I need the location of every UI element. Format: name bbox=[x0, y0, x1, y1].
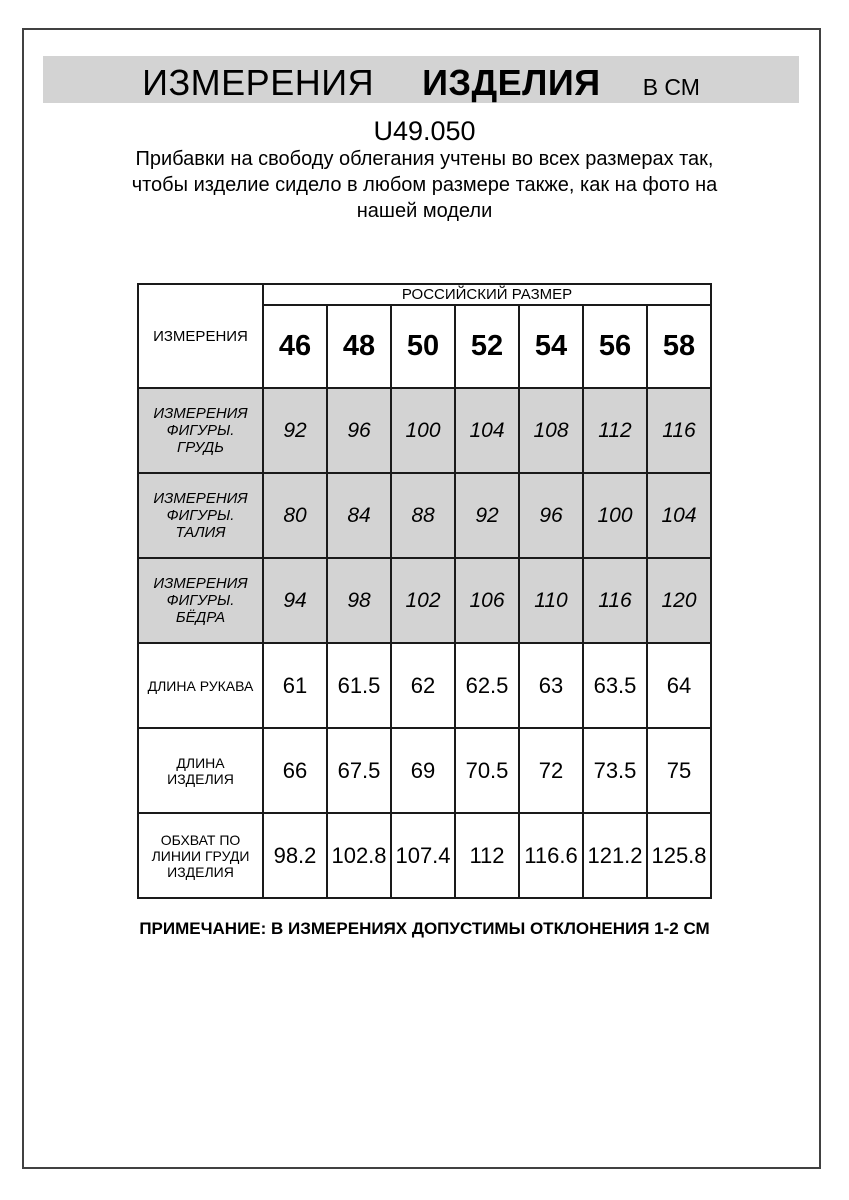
table-row-chest-girth-item bbox=[138, 813, 711, 898]
size-col-header-56: 56 bbox=[583, 305, 647, 388]
row-label: ИЗМЕРЕНИЯ ФИГУРЫ. ГРУДЬ bbox=[138, 388, 263, 473]
value-cell: 121.2 bbox=[583, 813, 647, 898]
value-cell: 116.6 bbox=[519, 813, 583, 898]
table-row-sleeve-length bbox=[138, 643, 711, 728]
intro-line-1: Прибавки на свободу облегания учтены во всех размерах так, bbox=[135, 148, 714, 170]
row-label: ДЛИНА РУКАВА bbox=[138, 643, 263, 728]
value-cell: 64 bbox=[647, 643, 711, 728]
value-cell: 96 bbox=[519, 473, 583, 558]
value-cell: 63.5 bbox=[583, 643, 647, 728]
value-cell: 66 bbox=[263, 728, 327, 813]
table-row-chest bbox=[138, 388, 711, 473]
value-cell: 63 bbox=[519, 643, 583, 728]
russian-size-group-header: РОССИЙСКИЙ РАЗМЕР bbox=[263, 284, 711, 305]
title-bar bbox=[43, 56, 799, 103]
value-cell: 116 bbox=[583, 558, 647, 643]
size-col-header-52: 52 bbox=[455, 305, 519, 388]
value-cell: 61.5 bbox=[327, 643, 391, 728]
value-cell: 72 bbox=[519, 728, 583, 813]
intro-line-2: чтобы изделие сидело в любом размере также, как на фото на bbox=[131, 174, 718, 196]
title-measurements: ИЗМЕРЕНИЯ bbox=[142, 62, 375, 103]
value-cell: 62.5 bbox=[455, 643, 519, 728]
size-col-header-46: 46 bbox=[263, 305, 327, 388]
value-cell: 98.2 bbox=[263, 813, 327, 898]
size-col-header-48: 48 bbox=[327, 305, 391, 388]
size-col-header-58: 58 bbox=[647, 305, 711, 388]
value-cell: 70.5 bbox=[455, 728, 519, 813]
value-cell: 107.4 bbox=[391, 813, 455, 898]
value-cell: 102.8 bbox=[327, 813, 391, 898]
corner-header: ИЗМЕРЕНИЯ bbox=[138, 284, 263, 388]
table-header-row bbox=[138, 284, 711, 305]
article-number: U49.050 bbox=[373, 116, 476, 146]
row-label: ОБХВАТ ПО ЛИНИИ ГРУДИ ИЗДЕЛИЯ bbox=[138, 813, 263, 898]
value-cell: 73.5 bbox=[583, 728, 647, 813]
title-units: В СМ bbox=[642, 74, 700, 100]
value-cell: 112 bbox=[455, 813, 519, 898]
intro-line-3: нашей модели bbox=[356, 200, 493, 222]
value-cell: 112 bbox=[583, 388, 647, 473]
size-col-header-50: 50 bbox=[391, 305, 455, 388]
value-cell: 67.5 bbox=[327, 728, 391, 813]
value-cell: 88 bbox=[391, 473, 455, 558]
value-cell: 94 bbox=[263, 558, 327, 643]
value-cell: 106 bbox=[455, 558, 519, 643]
value-cell: 104 bbox=[647, 473, 711, 558]
value-cell: 98 bbox=[327, 558, 391, 643]
size-col-header-54: 54 bbox=[519, 305, 583, 388]
note-text: ПРИМЕЧАНИЕ: В ИЗМЕРЕНИЯХ ДОПУСТИМЫ ОТКЛОНЕНИЯ 1-2 СМ bbox=[139, 919, 710, 938]
size-table bbox=[137, 283, 712, 899]
value-cell: 108 bbox=[519, 388, 583, 473]
intro-paragraph bbox=[0, 146, 849, 224]
value-cell: 100 bbox=[583, 473, 647, 558]
value-cell: 110 bbox=[519, 558, 583, 643]
table-row-item-length bbox=[138, 728, 711, 813]
row-label: ИЗМЕРЕНИЯ ФИГУРЫ. ТАЛИЯ bbox=[138, 473, 263, 558]
value-cell: 62 bbox=[391, 643, 455, 728]
value-cell: 69 bbox=[391, 728, 455, 813]
table-row-waist bbox=[138, 473, 711, 558]
value-cell: 120 bbox=[647, 558, 711, 643]
value-cell: 116 bbox=[647, 388, 711, 473]
value-cell: 75 bbox=[647, 728, 711, 813]
value-cell: 80 bbox=[263, 473, 327, 558]
value-cell: 61 bbox=[263, 643, 327, 728]
row-label: ИЗМЕРЕНИЯ ФИГУРЫ. БЁДРА bbox=[138, 558, 263, 643]
table-row-hips bbox=[138, 558, 711, 643]
value-cell: 84 bbox=[327, 473, 391, 558]
value-cell: 125.8 bbox=[647, 813, 711, 898]
value-cell: 102 bbox=[391, 558, 455, 643]
value-cell: 92 bbox=[263, 388, 327, 473]
value-cell: 92 bbox=[455, 473, 519, 558]
title-product: ИЗДЕЛИЯ bbox=[422, 62, 601, 103]
value-cell: 96 bbox=[327, 388, 391, 473]
value-cell: 104 bbox=[455, 388, 519, 473]
value-cell: 100 bbox=[391, 388, 455, 473]
row-label: ДЛИНА ИЗДЕЛИЯ bbox=[138, 728, 263, 813]
